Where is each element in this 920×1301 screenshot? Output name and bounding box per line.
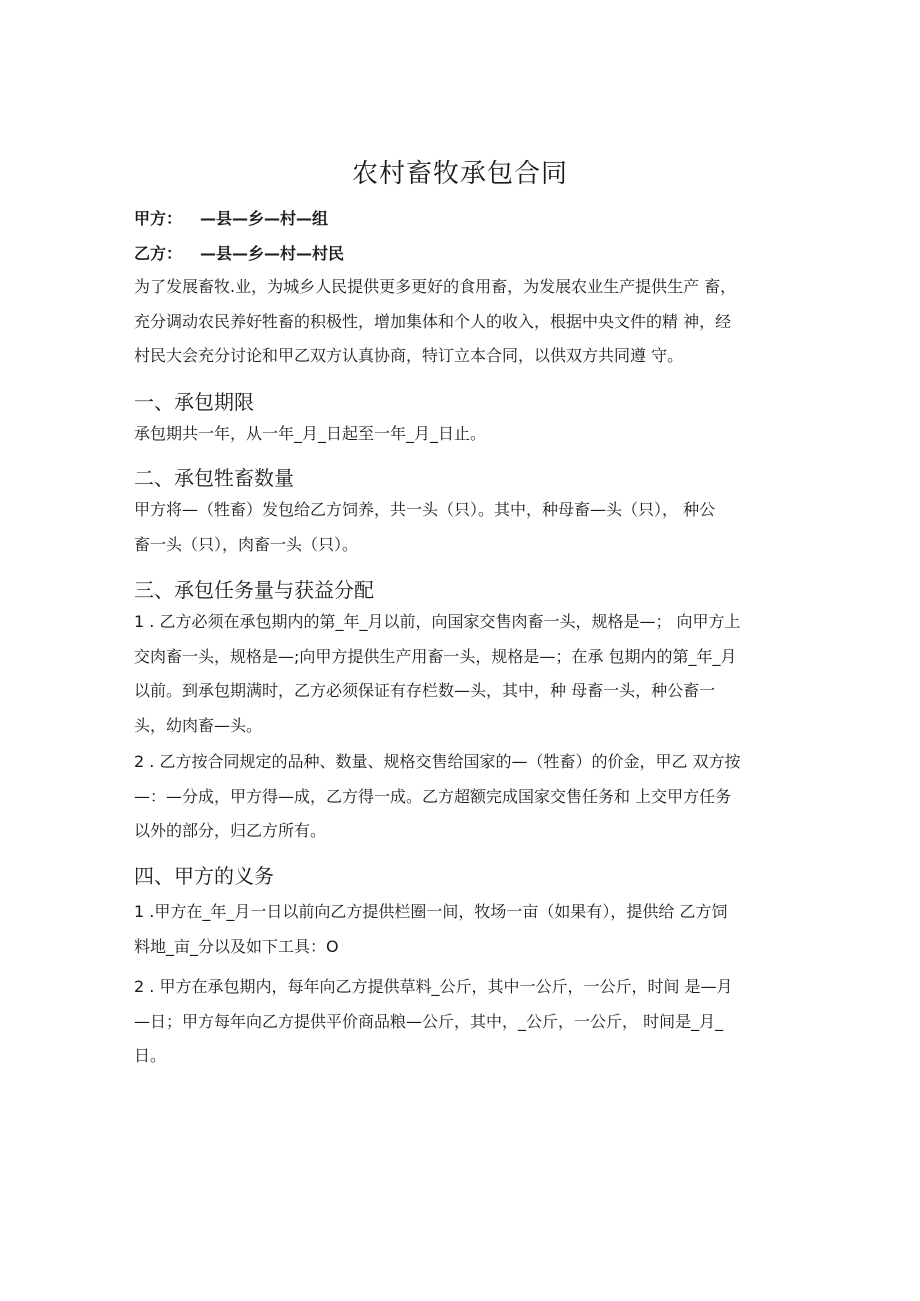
document-title: 农村畜牧承包合同 <box>351 159 568 189</box>
paragraph-line: 料地_亩_分以及如下工具：O <box>134 936 339 956</box>
party-b-label: 乙方： <box>134 244 183 263</box>
paragraph-line: 以前。到承包期满时，乙方必须保证有存栏数—头，其中，种 母畜一头，种公畜一 <box>134 681 716 700</box>
paragraph-line: 以外的部分，归乙方所有。 <box>134 821 327 840</box>
section-paragraph <box>134 970 794 1074</box>
paragraph-line: —日；甲方每年向乙方提供平价商品粮—公斤，其中，_公斤，一公斤， 时间是_月_ <box>134 1011 724 1031</box>
intro-line: 充分调动农民养好牲畜的积极性，增加集体和个人的收入，根据中央文件的精 神，经 <box>134 311 732 331</box>
section-paragraph <box>134 605 794 743</box>
paragraph-line: 2 . 乙方按合同规定的品种、数量、规格交售给国家的—（牲畜）的价金，甲乙 双方按 <box>134 752 741 771</box>
party-b-value: —县—乡—村—村民 <box>200 244 345 263</box>
paragraph-line: 畜一头（只），肉畜一头（只）。 <box>134 534 359 554</box>
paragraph-line: 日。 <box>134 1046 167 1065</box>
paragraph-line: 1 .甲方在_年_月一日以前向乙方提供栏圈一间，牧场一亩（如果有），提供给 乙方饲 <box>134 902 728 921</box>
section-heading-term: 一、承包期限 <box>134 390 254 414</box>
section-paragraph <box>134 417 794 452</box>
section-heading-party-a-obligations: 四、甲方的义务 <box>134 864 274 888</box>
intro-line: 为了发展畜牧.业，为城乡人民提供更多更好的食用畜，为发展农业生产提供生产 畜， <box>134 277 737 296</box>
paragraph-line: 2 . 甲方在承包期内，每年向乙方提供草料_公斤，其中一公斤，一公斤，时间 是—月 <box>134 977 733 996</box>
section-paragraph <box>134 493 794 562</box>
paragraph-line: 甲方将—（牲畜）发包给乙方饲养，共一头（只）。其中，种母畜—头（只）， 种公 <box>134 500 716 519</box>
party-a-value: —县—乡—村—组 <box>200 209 329 228</box>
paragraph-line: 1 . 乙方必须在承包期内的第_年_月以前，向国家交售肉畜一头，规格是—； 向甲方上 <box>134 612 741 631</box>
intro-line: 村民大会充分讨论和甲乙双方认真协商，特订立本合同，以供双方共同遵 守。 <box>134 346 684 365</box>
intro-paragraph <box>134 270 794 374</box>
party-b <box>134 241 344 264</box>
paragraph-line: 承包期共一年，从一年_月_日起至一年_月_日止。 <box>134 424 487 443</box>
section-heading-tasks: 三、承包任务量与获益分配 <box>134 578 374 602</box>
section-paragraph <box>134 745 794 849</box>
paragraph-line: 交肉畜一头，规格是—;向甲方提供生产用畜一头，规格是—；在承 包期内的第_年_月 <box>134 646 737 666</box>
section-heading-quantity: 二、承包牲畜数量 <box>134 466 294 490</box>
section-paragraph <box>134 895 794 964</box>
paragraph-line: —：—分成，甲方得—成，乙方得一成。乙方超额完成国家交售任务和 上交甲方任务 <box>134 786 732 806</box>
paragraph-line: 头，幼肉畜—头。 <box>134 715 263 735</box>
party-a <box>134 206 328 229</box>
party-a-label: 甲方： <box>134 209 183 228</box>
